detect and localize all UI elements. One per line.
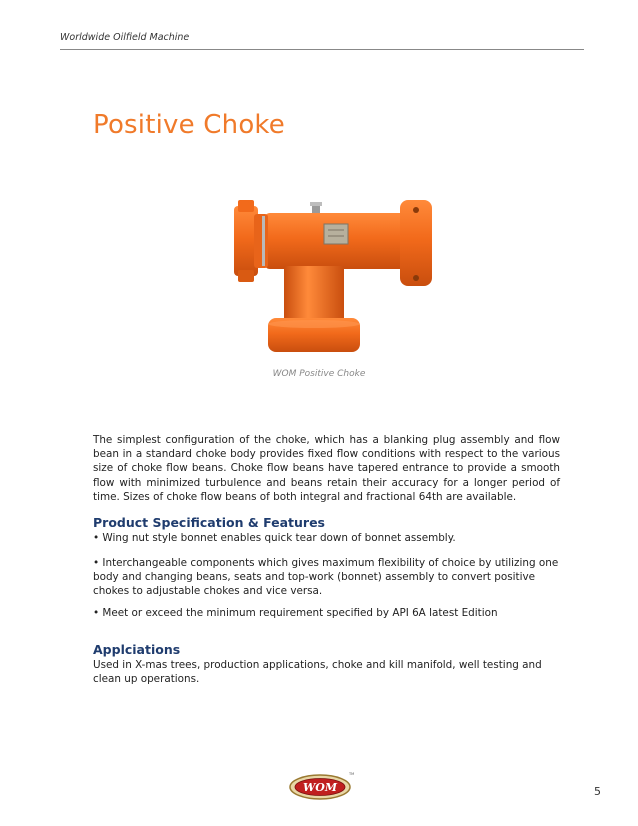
page-number: 5	[594, 785, 601, 798]
feature-item-2: • Interchangeable components which gives maximum flexibility of choice by utilizing one body and changing beans, seats and top-work (bonnet) assembly to convert positive chokes to adjustable chokes and vice versa.	[93, 557, 559, 597]
feature-item-1: • Wing nut style bonnet enables quick tear down of bonnet assembly.	[93, 532, 456, 544]
header-divider	[60, 49, 584, 50]
feature-item-3: • Meet or exceed the minimum requirement specified by API 6A latest Edition	[93, 607, 498, 619]
choke-photo	[224, 196, 444, 356]
features-heading: Product Specification & Features	[93, 515, 325, 530]
running-header: Worldwide Oilfield Machine	[60, 32, 190, 43]
figure-caption: WOM Positive Choke	[272, 369, 366, 379]
trademark-mark: TM	[349, 772, 355, 776]
intro-paragraph: The simplest configuration of the choke, which has a blanking plug assembly and flow bean in a standard choke body provides fixed flow conditions with respect to the various size of choke flow beans. Choke flow beans have tapered entrance to provide a smooth flow with minimized turbulence and beans retain their accuracy for a longer period of time. Sizes of choke flow beans of both integral and fractional 64th are available.	[93, 434, 560, 503]
applications-heading: Applciations	[93, 642, 181, 657]
applications-text: Used in X-mas trees, production applications, choke and kill manifold, well testing and clean up operations.	[93, 659, 542, 685]
wom-logo-text: WOM	[302, 781, 338, 794]
wom-logo	[287, 770, 353, 802]
page-title: Positive Choke	[93, 110, 285, 140]
